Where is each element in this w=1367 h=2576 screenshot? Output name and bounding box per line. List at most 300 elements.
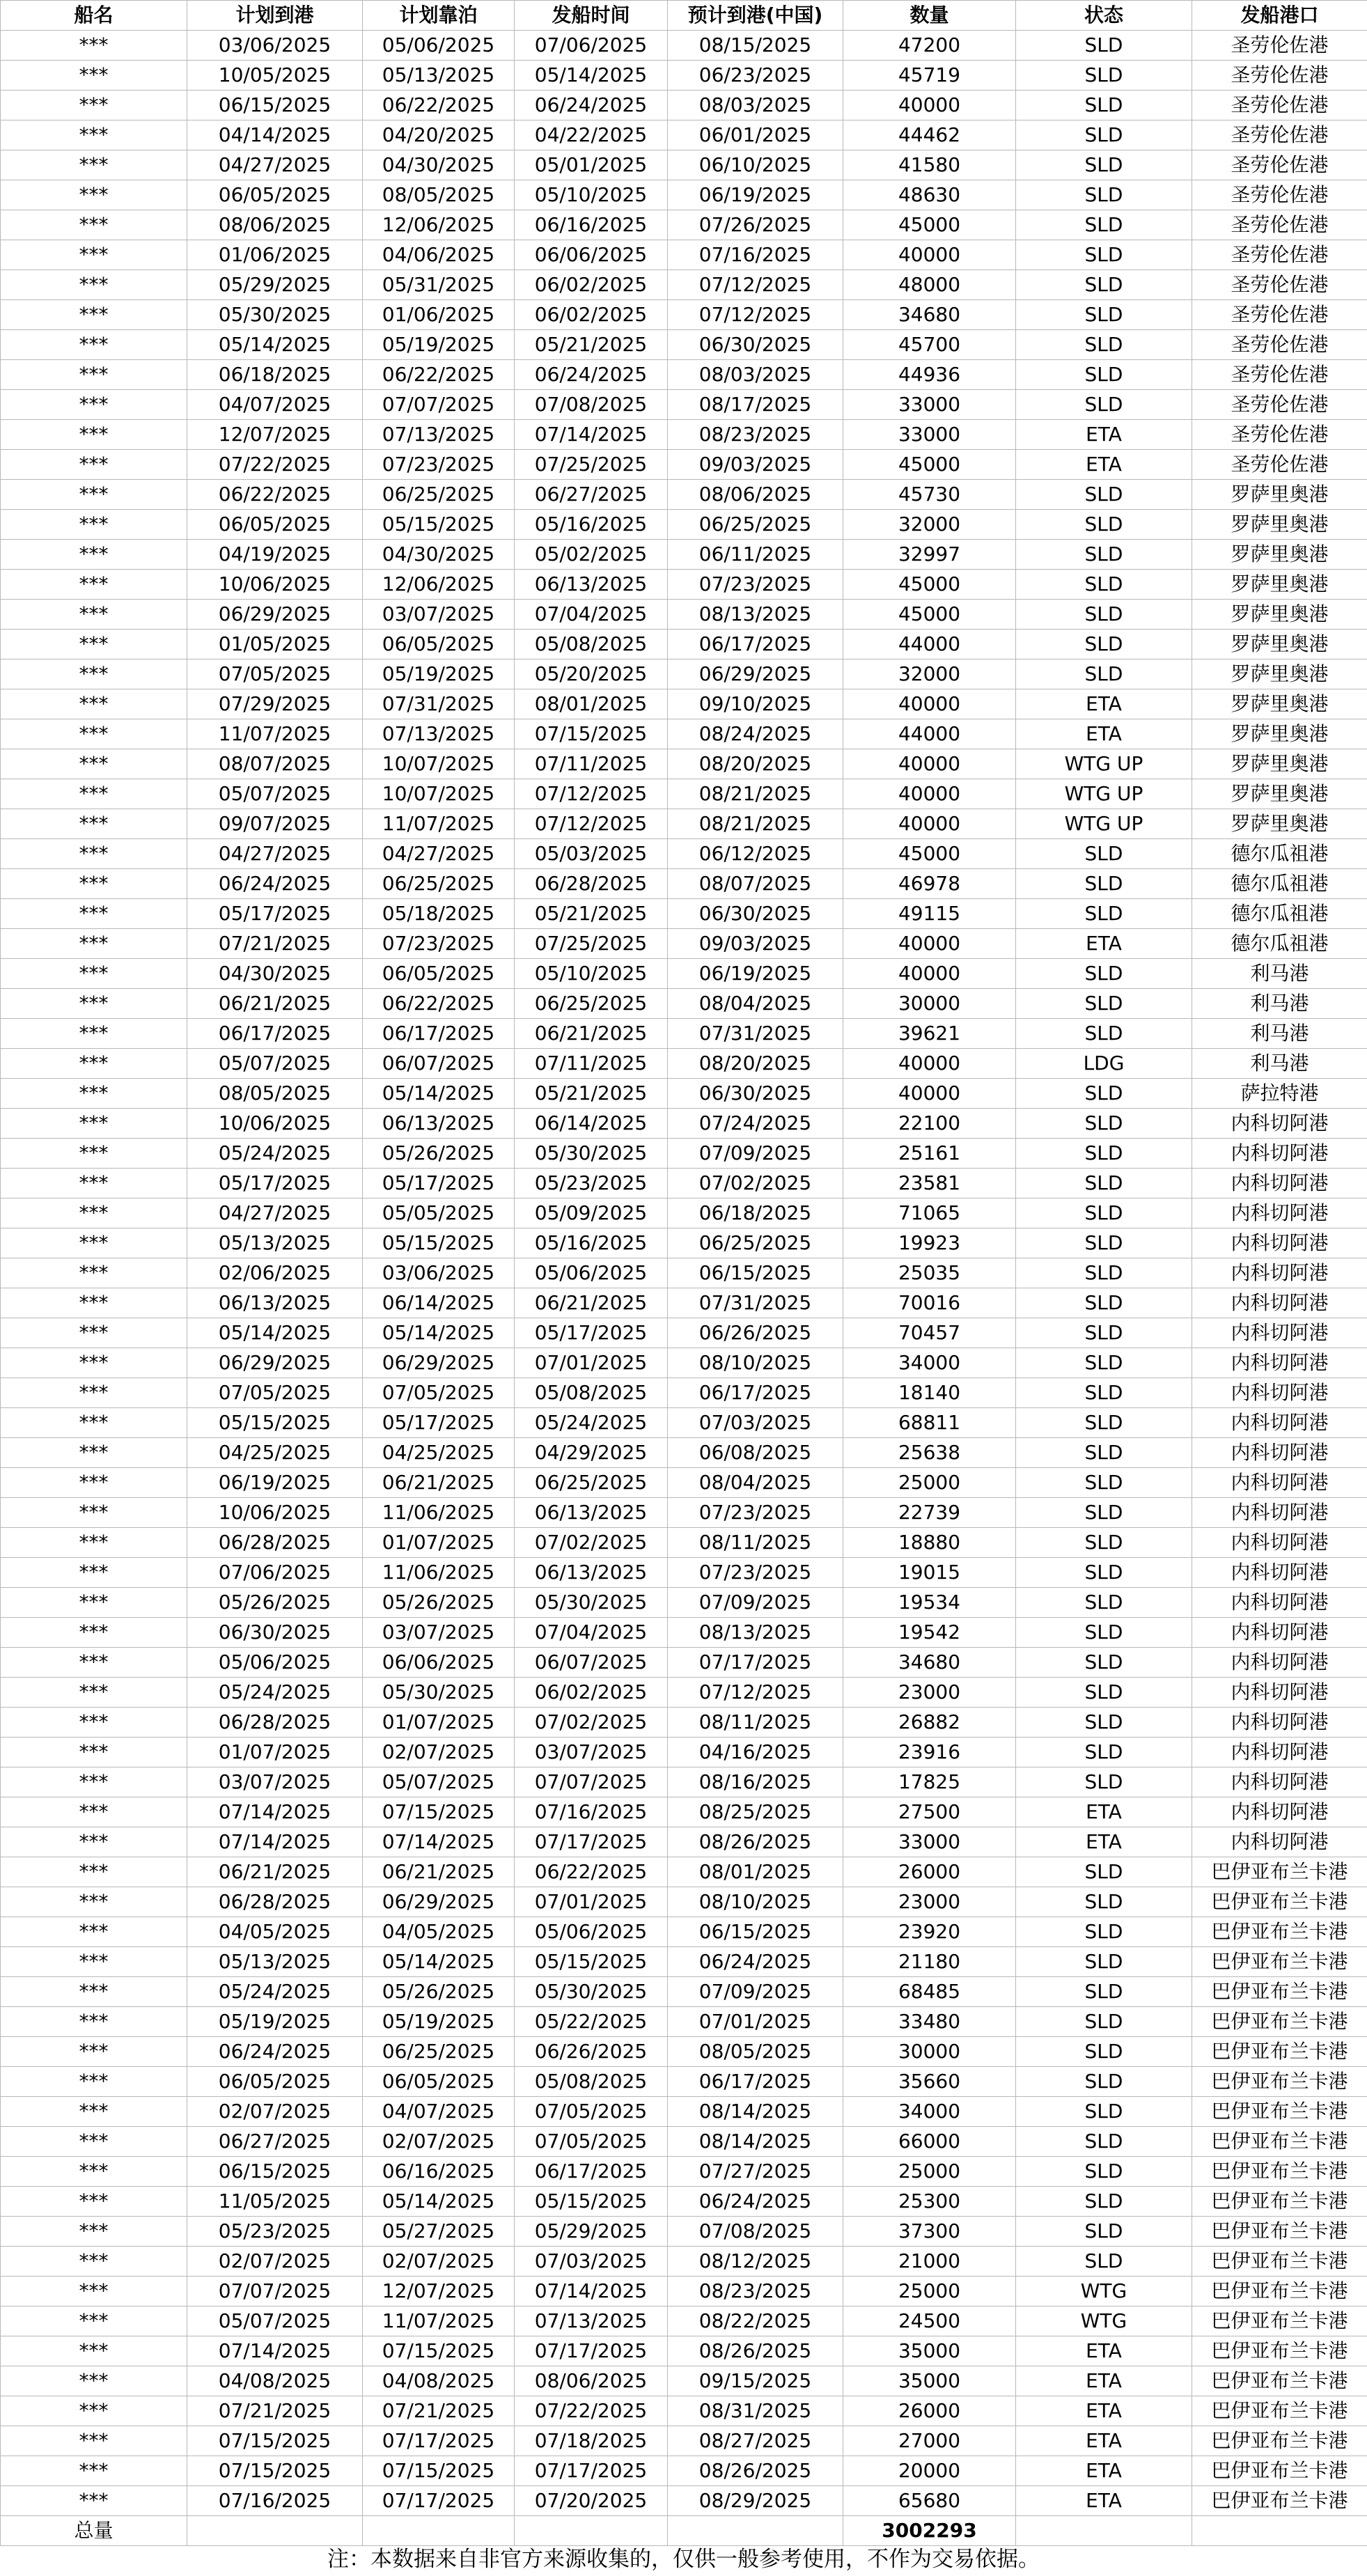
ship-name-cell: *** xyxy=(1,2127,187,2157)
quantity-cell: 34000 xyxy=(843,1348,1016,1378)
planned-berthing-cell: 06/25/2025 xyxy=(363,869,515,899)
planned-berthing-cell: 02/07/2025 xyxy=(363,2247,515,2277)
ship-name-cell: *** xyxy=(1,1498,187,1528)
status-cell: SLD xyxy=(1016,540,1192,570)
planned-berthing-cell: 06/21/2025 xyxy=(363,1468,515,1498)
quantity-cell: 23000 xyxy=(843,1887,1016,1917)
departure-port-cell: 巴伊亚布兰卡港 xyxy=(1192,2247,1367,2277)
status-cell: SLD xyxy=(1016,1258,1192,1288)
status-cell: SLD xyxy=(1016,240,1192,270)
col-header-departure-time: 发船时间 xyxy=(515,1,668,31)
ship-name-cell: *** xyxy=(1,2037,187,2067)
planned-arrival-cell: 10/06/2025 xyxy=(187,1498,363,1528)
departure-port-cell: 内科切阿港 xyxy=(1192,1618,1367,1648)
departure-time-cell: 07/12/2025 xyxy=(515,809,668,839)
departure-time-cell: 05/10/2025 xyxy=(515,959,668,989)
planned-arrival-cell: 07/05/2025 xyxy=(187,1378,363,1408)
status-cell: ETA xyxy=(1016,1797,1192,1827)
departure-port-cell: 罗萨里奥港 xyxy=(1192,630,1367,659)
ship-name-cell: *** xyxy=(1,749,187,779)
quantity-cell: 23916 xyxy=(843,1738,1016,1767)
status-cell: SLD xyxy=(1016,1588,1192,1618)
departure-time-cell: 06/27/2025 xyxy=(515,480,668,510)
eta-china-cell: 08/26/2025 xyxy=(668,2456,843,2486)
ship-name-cell: *** xyxy=(1,689,187,719)
eta-china-cell: 08/21/2025 xyxy=(668,809,843,839)
planned-berthing-cell: 11/07/2025 xyxy=(363,809,515,839)
ship-name-cell: *** xyxy=(1,1408,187,1438)
departure-port-cell: 巴伊亚布兰卡港 xyxy=(1192,1977,1367,2007)
status-cell: SLD xyxy=(1016,1887,1192,1917)
table-row xyxy=(1,1857,1367,1887)
departure-time-cell: 05/08/2025 xyxy=(515,630,668,659)
planned-berthing-cell: 06/22/2025 xyxy=(363,91,515,120)
planned-berthing-cell: 07/23/2025 xyxy=(363,450,515,480)
departure-port-cell: 巴伊亚布兰卡港 xyxy=(1192,2277,1367,2306)
planned-berthing-cell: 06/25/2025 xyxy=(363,2037,515,2067)
quantity-cell: 19542 xyxy=(843,1618,1016,1648)
ship-name-cell: *** xyxy=(1,91,187,120)
status-cell: WTG UP xyxy=(1016,779,1192,809)
ship-name-cell: *** xyxy=(1,839,187,869)
status-cell: ETA xyxy=(1016,2486,1192,2516)
departure-port-cell: 圣劳伦佐港 xyxy=(1192,390,1367,420)
quantity-cell: 30000 xyxy=(843,989,1016,1019)
departure-time-cell: 05/10/2025 xyxy=(515,180,668,210)
planned-arrival-cell: 05/13/2025 xyxy=(187,1947,363,1977)
quantity-cell: 33000 xyxy=(843,1827,1016,1857)
departure-port-cell: 内科切阿港 xyxy=(1192,1378,1367,1408)
planned-berthing-cell: 05/14/2025 xyxy=(363,1947,515,1977)
planned-arrival-cell: 05/17/2025 xyxy=(187,1169,363,1199)
planned-berthing-cell: 07/15/2025 xyxy=(363,1797,515,1827)
departure-port-cell: 内科切阿港 xyxy=(1192,1678,1367,1708)
planned-berthing-cell: 04/25/2025 xyxy=(363,1438,515,1468)
planned-arrival-cell: 05/17/2025 xyxy=(187,899,363,929)
planned-berthing-cell: 04/27/2025 xyxy=(363,839,515,869)
planned-berthing-cell: 07/21/2025 xyxy=(363,2396,515,2426)
departure-time-cell: 05/14/2025 xyxy=(515,61,668,91)
departure-port-cell: 巴伊亚布兰卡港 xyxy=(1192,2426,1367,2456)
departure-port-cell: 内科切阿港 xyxy=(1192,1498,1367,1528)
table-row xyxy=(1,240,1367,270)
ship-name-cell: *** xyxy=(1,1019,187,1049)
planned-arrival-cell: 06/13/2025 xyxy=(187,1288,363,1318)
table-row xyxy=(1,1588,1367,1618)
quantity-cell: 22739 xyxy=(843,1498,1016,1528)
ship-name-cell: *** xyxy=(1,240,187,270)
table-row xyxy=(1,2366,1367,2396)
status-cell: SLD xyxy=(1016,1648,1192,1678)
table-row xyxy=(1,959,1367,989)
eta-china-cell: 06/17/2025 xyxy=(668,2067,843,2097)
status-cell: ETA xyxy=(1016,689,1192,719)
status-cell: SLD xyxy=(1016,1767,1192,1797)
quantity-cell: 34680 xyxy=(843,1648,1016,1678)
quantity-cell: 21180 xyxy=(843,1947,1016,1977)
status-cell: SLD xyxy=(1016,2187,1192,2217)
departure-port-cell: 萨拉特港 xyxy=(1192,1079,1367,1109)
quantity-cell: 18140 xyxy=(843,1378,1016,1408)
ship-name-cell: *** xyxy=(1,630,187,659)
planned-arrival-cell: 06/05/2025 xyxy=(187,510,363,540)
departure-port-cell: 巴伊亚布兰卡港 xyxy=(1192,2187,1367,2217)
status-cell: SLD xyxy=(1016,61,1192,91)
eta-china-cell: 07/12/2025 xyxy=(668,270,843,300)
departure-time-cell: 07/01/2025 xyxy=(515,1887,668,1917)
ship-name-cell: *** xyxy=(1,809,187,839)
table-row xyxy=(1,1947,1367,1977)
status-cell: SLD xyxy=(1016,1558,1192,1588)
ship-name-cell: *** xyxy=(1,1947,187,1977)
ship-name-cell: *** xyxy=(1,1258,187,1288)
planned-berthing-cell: 03/06/2025 xyxy=(363,1258,515,1288)
departure-port-cell: 圣劳伦佐港 xyxy=(1192,120,1367,150)
quantity-cell: 26882 xyxy=(843,1708,1016,1738)
eta-china-cell: 07/23/2025 xyxy=(668,570,843,600)
ship-name-cell: *** xyxy=(1,1228,187,1258)
quantity-cell: 23581 xyxy=(843,1169,1016,1199)
quantity-cell: 44000 xyxy=(843,719,1016,749)
table-row xyxy=(1,2456,1367,2486)
table-row xyxy=(1,1917,1367,1947)
planned-berthing-cell: 05/26/2025 xyxy=(363,1588,515,1618)
departure-time-cell: 07/07/2025 xyxy=(515,1767,668,1797)
departure-port-cell: 内科切阿港 xyxy=(1192,1738,1367,1767)
quantity-cell: 46978 xyxy=(843,869,1016,899)
status-cell: SLD xyxy=(1016,2157,1192,2187)
status-cell: SLD xyxy=(1016,1468,1192,1498)
quantity-cell: 45000 xyxy=(843,570,1016,600)
planned-berthing-cell: 06/17/2025 xyxy=(363,1019,515,1049)
total-empty-cell xyxy=(187,2516,363,2546)
planned-berthing-cell: 05/17/2025 xyxy=(363,1408,515,1438)
quantity-cell: 44000 xyxy=(843,630,1016,659)
departure-port-cell: 罗萨里奥港 xyxy=(1192,570,1367,600)
ship-name-cell: *** xyxy=(1,1079,187,1109)
planned-arrival-cell: 09/07/2025 xyxy=(187,809,363,839)
planned-berthing-cell: 05/14/2025 xyxy=(363,1318,515,1348)
planned-arrival-cell: 05/13/2025 xyxy=(187,1228,363,1258)
quantity-cell: 40000 xyxy=(843,959,1016,989)
ship-name-cell: *** xyxy=(1,420,187,450)
planned-berthing-cell: 08/05/2025 xyxy=(363,180,515,210)
planned-berthing-cell: 05/27/2025 xyxy=(363,2217,515,2247)
ship-name-cell: *** xyxy=(1,719,187,749)
ship-name-cell: *** xyxy=(1,330,187,360)
quantity-cell: 40000 xyxy=(843,689,1016,719)
departure-port-cell: 利马港 xyxy=(1192,1049,1367,1079)
col-header-departure-port: 发船港口 xyxy=(1192,1,1367,31)
departure-port-cell: 巴伊亚布兰卡港 xyxy=(1192,2217,1367,2247)
status-cell: SLD xyxy=(1016,570,1192,600)
ship-name-cell: *** xyxy=(1,1857,187,1887)
ship-name-cell: *** xyxy=(1,2067,187,2097)
departure-port-cell: 巴伊亚布兰卡港 xyxy=(1192,2097,1367,2127)
ship-name-cell: *** xyxy=(1,1438,187,1468)
departure-port-cell: 内科切阿港 xyxy=(1192,1109,1367,1139)
quantity-cell: 70457 xyxy=(843,1318,1016,1348)
status-cell: SLD xyxy=(1016,31,1192,61)
departure-port-cell: 德尔瓜祖港 xyxy=(1192,839,1367,869)
planned-berthing-cell: 04/20/2025 xyxy=(363,120,515,150)
planned-arrival-cell: 06/29/2025 xyxy=(187,1348,363,1378)
departure-time-cell: 05/08/2025 xyxy=(515,1378,668,1408)
planned-berthing-cell: 06/13/2025 xyxy=(363,1109,515,1139)
quantity-cell: 18880 xyxy=(843,1528,1016,1558)
departure-port-cell: 巴伊亚布兰卡港 xyxy=(1192,2486,1367,2516)
planned-arrival-cell: 08/06/2025 xyxy=(187,210,363,240)
quantity-cell: 48000 xyxy=(843,270,1016,300)
departure-time-cell: 06/25/2025 xyxy=(515,1468,668,1498)
departure-time-cell: 05/17/2025 xyxy=(515,1318,668,1348)
planned-arrival-cell: 05/24/2025 xyxy=(187,1139,363,1169)
planned-berthing-cell: 04/08/2025 xyxy=(363,2366,515,2396)
status-cell: SLD xyxy=(1016,659,1192,689)
ship-name-cell: *** xyxy=(1,360,187,390)
departure-port-cell: 内科切阿港 xyxy=(1192,1408,1367,1438)
eta-china-cell: 08/03/2025 xyxy=(668,360,843,390)
departure-time-cell: 05/15/2025 xyxy=(515,2187,668,2217)
ship-name-cell: *** xyxy=(1,2396,187,2426)
quantity-cell: 45700 xyxy=(843,330,1016,360)
ship-name-cell: *** xyxy=(1,480,187,510)
quantity-cell: 25000 xyxy=(843,2277,1016,2306)
planned-berthing-cell: 05/06/2025 xyxy=(363,31,515,61)
planned-arrival-cell: 08/07/2025 xyxy=(187,749,363,779)
planned-arrival-cell: 04/25/2025 xyxy=(187,1438,363,1468)
table-row xyxy=(1,2067,1367,2097)
table-row xyxy=(1,929,1367,959)
departure-time-cell: 05/16/2025 xyxy=(515,1228,668,1258)
total-empty-cell xyxy=(668,2516,843,2546)
planned-berthing-cell: 12/06/2025 xyxy=(363,210,515,240)
planned-berthing-cell: 07/13/2025 xyxy=(363,420,515,450)
quantity-cell: 24500 xyxy=(843,2306,1016,2336)
planned-berthing-cell: 11/06/2025 xyxy=(363,1558,515,1588)
table-row xyxy=(1,779,1367,809)
table-row xyxy=(1,2157,1367,2187)
col-header-quantity: 数量 xyxy=(843,1,1016,31)
table-row xyxy=(1,1199,1367,1228)
planned-arrival-cell: 07/21/2025 xyxy=(187,929,363,959)
ship-name-cell: *** xyxy=(1,2217,187,2247)
status-cell: SLD xyxy=(1016,330,1192,360)
eta-china-cell: 06/11/2025 xyxy=(668,540,843,570)
departure-time-cell: 07/17/2025 xyxy=(515,1827,668,1857)
table-row xyxy=(1,1288,1367,1318)
eta-china-cell: 06/17/2025 xyxy=(668,630,843,659)
table-row xyxy=(1,300,1367,330)
status-cell: SLD xyxy=(1016,91,1192,120)
departure-time-cell: 06/06/2025 xyxy=(515,240,668,270)
departure-time-cell: 06/24/2025 xyxy=(515,360,668,390)
planned-arrival-cell: 05/07/2025 xyxy=(187,779,363,809)
ship-name-cell: *** xyxy=(1,31,187,61)
planned-arrival-cell: 02/07/2025 xyxy=(187,2247,363,2277)
planned-berthing-cell: 05/26/2025 xyxy=(363,1977,515,2007)
eta-china-cell: 07/26/2025 xyxy=(668,210,843,240)
eta-china-cell: 08/21/2025 xyxy=(668,779,843,809)
departure-time-cell: 07/12/2025 xyxy=(515,779,668,809)
total-value: 3002293 xyxy=(843,2516,1016,2546)
departure-port-cell: 圣劳伦佐港 xyxy=(1192,91,1367,120)
status-cell: SLD xyxy=(1016,1857,1192,1887)
departure-time-cell: 07/02/2025 xyxy=(515,1708,668,1738)
eta-china-cell: 08/22/2025 xyxy=(668,2306,843,2336)
quantity-cell: 33000 xyxy=(843,420,1016,450)
eta-china-cell: 08/20/2025 xyxy=(668,1049,843,1079)
planned-berthing-cell: 05/19/2025 xyxy=(363,330,515,360)
status-cell: ETA xyxy=(1016,929,1192,959)
departure-port-cell: 巴伊亚布兰卡港 xyxy=(1192,2366,1367,2396)
status-cell: SLD xyxy=(1016,510,1192,540)
planned-berthing-cell: 07/17/2025 xyxy=(363,2426,515,2456)
status-cell: SLD xyxy=(1016,899,1192,929)
table-row xyxy=(1,61,1367,91)
planned-arrival-cell: 06/22/2025 xyxy=(187,480,363,510)
ship-name-cell: *** xyxy=(1,2097,187,2127)
planned-arrival-cell: 04/27/2025 xyxy=(187,1199,363,1228)
quantity-cell: 45719 xyxy=(843,61,1016,91)
eta-china-cell: 06/08/2025 xyxy=(668,1438,843,1468)
departure-port-cell: 内科切阿港 xyxy=(1192,1228,1367,1258)
table-row xyxy=(1,540,1367,570)
table-row xyxy=(1,659,1367,689)
status-cell: SLD xyxy=(1016,1618,1192,1648)
departure-time-cell: 07/11/2025 xyxy=(515,1049,668,1079)
planned-berthing-cell: 05/26/2025 xyxy=(363,1139,515,1169)
departure-time-cell: 06/13/2025 xyxy=(515,570,668,600)
quantity-cell: 26000 xyxy=(843,1857,1016,1887)
eta-china-cell: 06/25/2025 xyxy=(668,510,843,540)
planned-arrival-cell: 07/16/2025 xyxy=(187,2486,363,2516)
planned-arrival-cell: 05/07/2025 xyxy=(187,2306,363,2336)
status-cell: SLD xyxy=(1016,270,1192,300)
departure-time-cell: 08/06/2025 xyxy=(515,2366,668,2396)
planned-arrival-cell: 07/22/2025 xyxy=(187,450,363,480)
quantity-cell: 40000 xyxy=(843,749,1016,779)
planned-berthing-cell: 07/17/2025 xyxy=(363,2486,515,2516)
planned-berthing-cell: 05/14/2025 xyxy=(363,2187,515,2217)
quantity-cell: 40000 xyxy=(843,1049,1016,1079)
ship-name-cell: *** xyxy=(1,2007,187,2037)
departure-time-cell: 06/02/2025 xyxy=(515,1678,668,1708)
ship-name-cell: *** xyxy=(1,899,187,929)
planned-arrival-cell: 06/05/2025 xyxy=(187,180,363,210)
ship-name-cell: *** xyxy=(1,1738,187,1767)
ship-name-cell: *** xyxy=(1,2336,187,2366)
table-row xyxy=(1,2396,1367,2426)
col-header-ship-name: 船名 xyxy=(1,1,187,31)
eta-china-cell: 07/09/2025 xyxy=(668,1139,843,1169)
eta-china-cell: 07/03/2025 xyxy=(668,1408,843,1438)
status-cell: ETA xyxy=(1016,450,1192,480)
departure-port-cell: 德尔瓜祖港 xyxy=(1192,899,1367,929)
departure-port-cell: 罗萨里奥港 xyxy=(1192,480,1367,510)
planned-berthing-cell: 11/07/2025 xyxy=(363,2306,515,2336)
ship-name-cell: *** xyxy=(1,450,187,480)
departure-port-cell: 德尔瓜祖港 xyxy=(1192,929,1367,959)
planned-arrival-cell: 04/08/2025 xyxy=(187,2366,363,2396)
departure-time-cell: 06/14/2025 xyxy=(515,1109,668,1139)
departure-port-cell: 罗萨里奥港 xyxy=(1192,600,1367,630)
eta-china-cell: 08/11/2025 xyxy=(668,1528,843,1558)
planned-arrival-cell: 05/24/2025 xyxy=(187,1977,363,2007)
departure-time-cell: 07/11/2025 xyxy=(515,749,668,779)
ship-name-cell: *** xyxy=(1,1199,187,1228)
status-cell: SLD xyxy=(1016,1139,1192,1169)
ship-name-cell: *** xyxy=(1,540,187,570)
departure-time-cell: 05/30/2025 xyxy=(515,1139,668,1169)
quantity-cell: 30000 xyxy=(843,2037,1016,2067)
eta-china-cell: 08/29/2025 xyxy=(668,2486,843,2516)
departure-time-cell: 07/22/2025 xyxy=(515,2396,668,2426)
departure-port-cell: 罗萨里奥港 xyxy=(1192,540,1367,570)
eta-china-cell: 07/12/2025 xyxy=(668,1678,843,1708)
eta-china-cell: 07/01/2025 xyxy=(668,2007,843,2037)
quantity-cell: 34000 xyxy=(843,2097,1016,2127)
table-row xyxy=(1,1079,1367,1109)
departure-time-cell: 07/03/2025 xyxy=(515,2247,668,2277)
status-cell: LDG xyxy=(1016,1049,1192,1079)
departure-port-cell: 圣劳伦佐港 xyxy=(1192,330,1367,360)
table-row xyxy=(1,2127,1367,2157)
departure-time-cell: 05/29/2025 xyxy=(515,2217,668,2247)
ship-name-cell: *** xyxy=(1,1588,187,1618)
status-cell: SLD xyxy=(1016,300,1192,330)
departure-time-cell: 03/07/2025 xyxy=(515,1738,668,1767)
planned-arrival-cell: 12/07/2025 xyxy=(187,420,363,450)
table-row xyxy=(1,1228,1367,1258)
eta-china-cell: 06/26/2025 xyxy=(668,1318,843,1348)
eta-china-cell: 08/26/2025 xyxy=(668,1827,843,1857)
ship-name-cell: *** xyxy=(1,180,187,210)
departure-port-cell: 圣劳伦佐港 xyxy=(1192,360,1367,390)
planned-arrival-cell: 05/14/2025 xyxy=(187,1318,363,1348)
planned-berthing-cell: 07/31/2025 xyxy=(363,689,515,719)
departure-port-cell: 圣劳伦佐港 xyxy=(1192,240,1367,270)
table-row xyxy=(1,210,1367,240)
planned-berthing-cell: 02/07/2025 xyxy=(363,1738,515,1767)
table-row xyxy=(1,150,1367,180)
quantity-cell: 35660 xyxy=(843,2067,1016,2097)
eta-china-cell: 07/24/2025 xyxy=(668,1109,843,1139)
status-cell: ETA xyxy=(1016,2336,1192,2366)
planned-arrival-cell: 11/05/2025 xyxy=(187,2187,363,2217)
ship-name-cell: *** xyxy=(1,510,187,540)
departure-time-cell: 05/23/2025 xyxy=(515,1169,668,1199)
eta-china-cell: 07/31/2025 xyxy=(668,1019,843,1049)
status-cell: SLD xyxy=(1016,1109,1192,1139)
status-cell: ETA xyxy=(1016,420,1192,450)
table-row xyxy=(1,749,1367,779)
status-cell: SLD xyxy=(1016,1079,1192,1109)
planned-berthing-cell: 06/21/2025 xyxy=(363,1857,515,1887)
table-row xyxy=(1,2007,1367,2037)
planned-arrival-cell: 06/27/2025 xyxy=(187,2127,363,2157)
eta-china-cell: 08/20/2025 xyxy=(668,749,843,779)
planned-arrival-cell: 04/05/2025 xyxy=(187,1917,363,1947)
quantity-cell: 33480 xyxy=(843,2007,1016,2037)
status-cell: SLD xyxy=(1016,2007,1192,2037)
planned-berthing-cell: 06/25/2025 xyxy=(363,480,515,510)
planned-arrival-cell: 05/19/2025 xyxy=(187,2007,363,2037)
quantity-cell: 19015 xyxy=(843,1558,1016,1588)
ship-name-cell: *** xyxy=(1,120,187,150)
ship-name-cell: *** xyxy=(1,779,187,809)
table-row xyxy=(1,1887,1367,1917)
